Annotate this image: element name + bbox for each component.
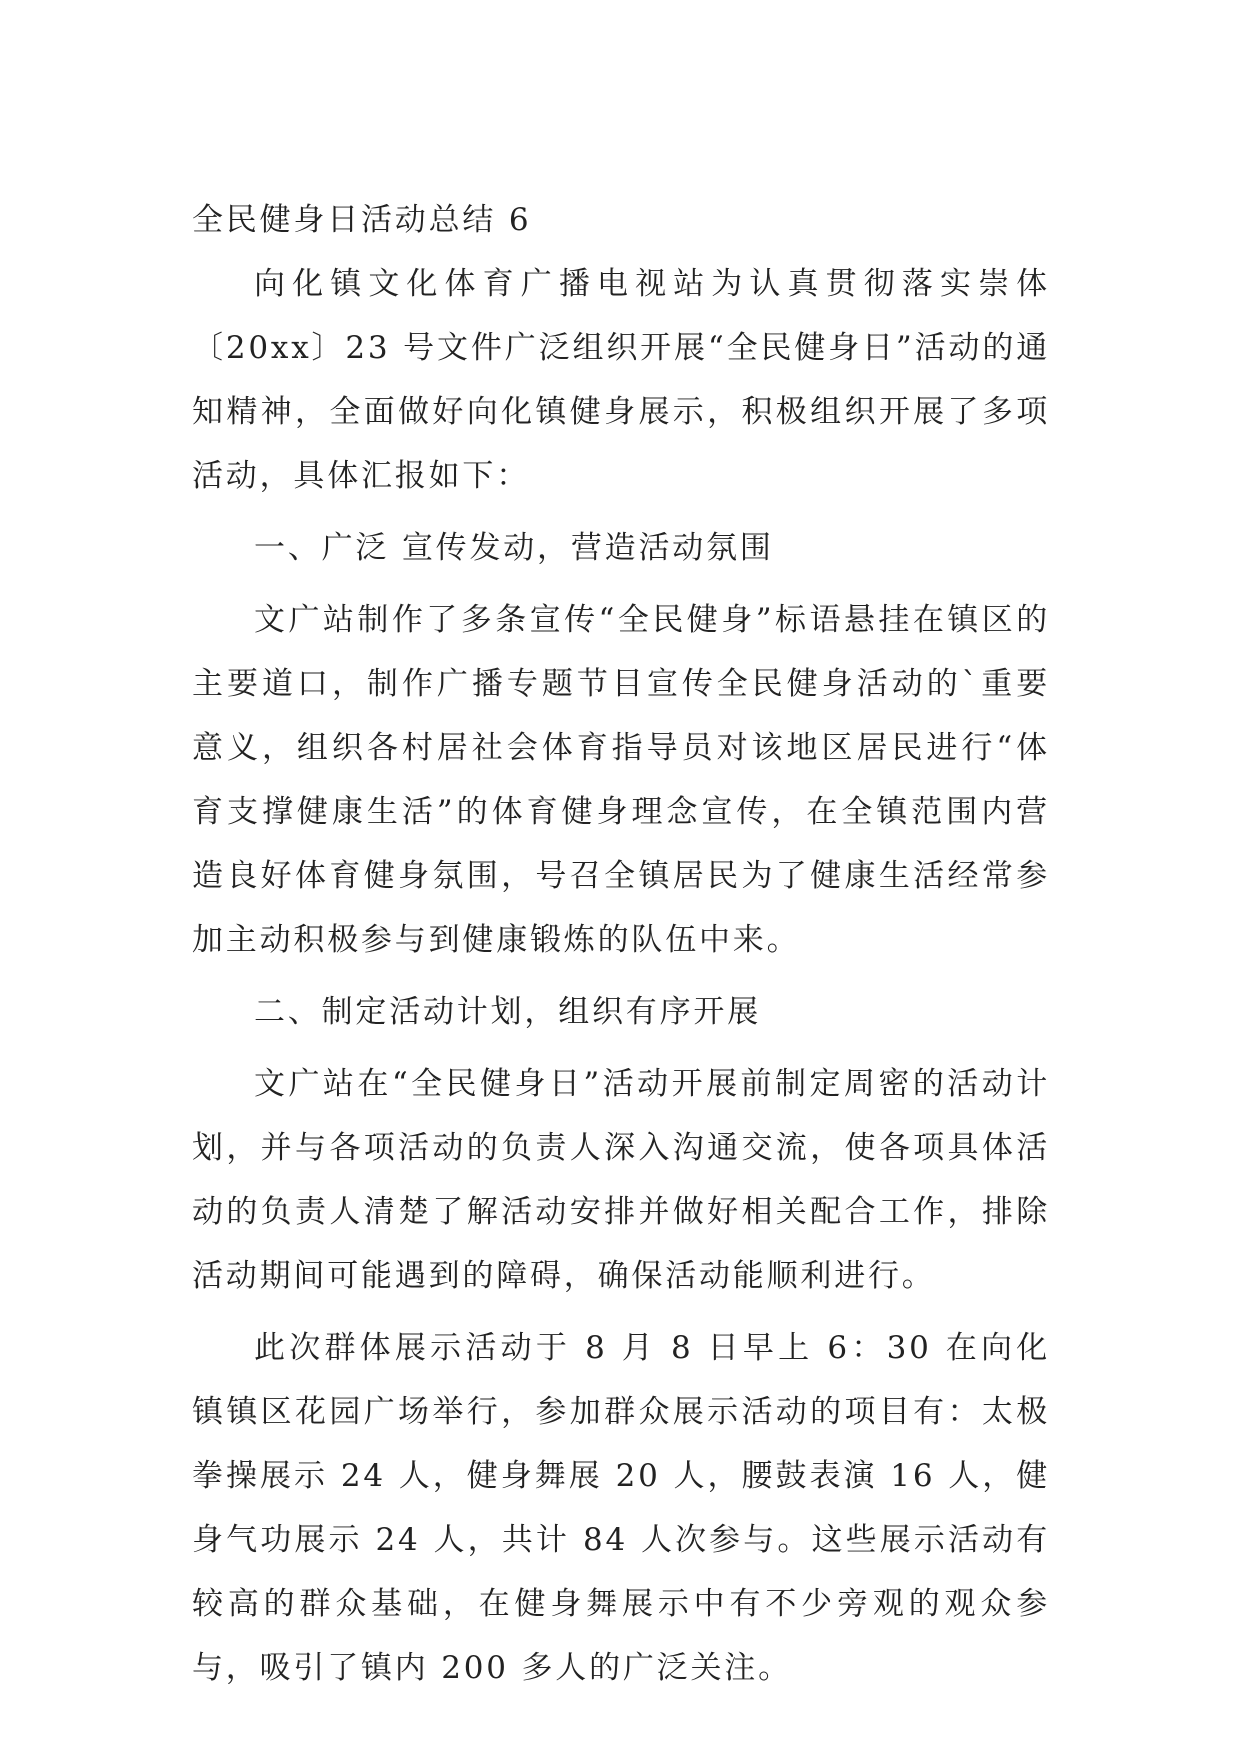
activity-details-paragraph: 此次群体展示活动于 8 月 8 日早上 6：30 在向化镇镇区花园广场举行，参加群众展示活动的项目有：太极拳操展示 24 人，健身舞展 20 人，腰鼓表演 16 人，健身气功展示 24 人，共计 84 人次参与。这些展示活动有较高的群众基础，在健身舞展示中有不少旁观的观众参与，吸引了镇内 200 多人的广泛关注。 xyxy=(192,1330,1050,1686)
section-heading-2: 二、制定活动计划，组织有序开展 xyxy=(254,994,761,1030)
section-2-paragraph: 文广站在“全民健身日”活动开展前制定周密的活动计划，并与各项活动的负责人深入沟通交流，使各项具体活动的负责人清楚了解活动安排并做好相关配合工作，排除活动期间可能遇到的障碍，确保活动能顺利进行。 xyxy=(192,1066,1050,1294)
section-heading-1: 一、广泛 宣传发动，营造活动氛围 xyxy=(254,530,774,566)
document-body xyxy=(192,188,1050,1700)
document-title: 全民健身日活动总结 6 xyxy=(192,202,532,238)
section-1-paragraph: 文广站制作了多条宣传“全民健身”标语悬挂在镇区的主要道口，制作广播专题节目宣传全民健身活动的`重要意义，组织各村居社会体育指导员对该地区居民进行“体育支撑健康生活”的体育健身理念宣传，在全镇范围内营造良好体育健身氛围，号召全镇居民为了健康生活经常参加主动积极参与到健康锻炼的队伍中来。 xyxy=(192,602,1050,958)
intro-paragraph: 向化镇文化体育广播电视站为认真贯彻落实崇体〔20xx〕23 号文件广泛组织开展“全民健身日”活动的通知精神，全面做好向化镇健身展示，积极组织开展了多项活动，具体汇报如下： xyxy=(192,266,1050,494)
